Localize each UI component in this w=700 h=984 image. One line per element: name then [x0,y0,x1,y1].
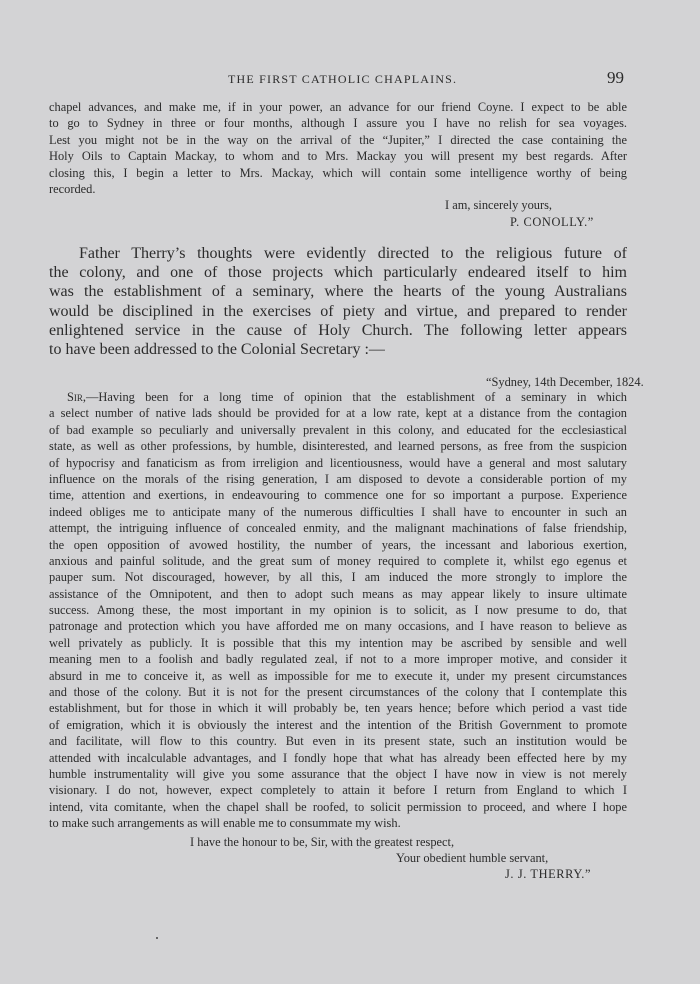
text-line: and those of the colony. But it is not for the present circumstances of the colony that I contemplate this [49,685,627,700]
text-line: and facilitate, will flow to this country. But even in its present state, such an institution would be [49,734,627,749]
text-line: success. Among these, the most important in my opinion is to solicit, as I now presume to do, that [49,603,627,618]
text-line: assistance of the Omnipotent, and then to adopt such means as may appear likely to insure ultimate [49,586,627,601]
text-line: Lest you might not be in the way on the arrival of the “Jupiter,” I directed the case containing the [49,132,627,147]
letter-closing-1: I have the honour to be, Sir, with the greatest respect, [190,835,455,849]
text-line: to go to Sydney in three or four months, although I assure you I have no relish for sea voyages. [49,116,627,131]
text-line: attempt, the intriguing influence of concealed enmity, and the malignant machinations of false friendship, [49,521,627,536]
text-line: to make such arrangements as will enable me to consummate my wish. [49,816,401,831]
text-line: attended with incalculable advantages, and I fondly hope that what has already been effected here by my [49,750,627,765]
letter-signature: P. CONOLLY.” [510,215,594,229]
text-line: of bad example so peculiarly and universally prevalent in this colony, and educated for the ecclesiastical [49,422,627,437]
therry-letter-body [49,389,627,832]
text-line: visionary. I do not, however, expect completely to attain it before I return from England to which I [49,783,627,798]
text-line: of hypocrisy and fanaticism as from irreligion and licentiousness, would have a general and most salutary [49,455,627,470]
text-line: indeed obliges me to anticipate many of the numerous difficulties I shall have to encounter in such an [49,504,627,519]
text-line: closing this, I begin a letter to Mrs. Mackay, which will contain some intelligence worthy of being [49,165,627,180]
text-line: —Having been for a long time of opinion that the establishment of a seminary in which [86,390,627,404]
text-line: to have been addressed to the Colonial Secretary :— [49,340,385,358]
text-line: of emigration, which it is obviously the interest and the intention of the British Government to promote [49,717,627,732]
letter-closing: I am, sincerely yours, [445,198,553,212]
ink-speck [156,937,158,939]
letter-closing-2: Your obedient humble servant, [396,851,549,865]
text-line: Father Therry’s thoughts were evidently directed to the religious future of [79,245,627,262]
text-line: time, attention and exertions, in endeavouring to commence one for so important a purpose. Experience [49,488,627,503]
text-line: enlightened service in the cause of Holy Church. The following letter appears [49,321,627,339]
text-line: meaning men to a foolish and badly regulated zeal, if not to a more improper motive, and consider it [49,652,627,667]
letter-end-text [49,99,627,197]
page-number: 99 [607,68,624,87]
text-line: state, as well as other professions, by humble, disinterested, and learned persons, as free from the suspicion [49,439,627,454]
text-line: the colony, and one of those projects which particularly endeared itself to him [49,264,627,282]
text-line: influence on the morals of the rising generation, I am disposed to devote a considerable portion of my [49,471,627,486]
text-line: well privately as publicly. It is possible that this my intention may be ascribed by sensible and well [49,635,627,650]
text-line: pauper sum. Not discouraged, however, by all this, I am induced the more strongly to implore the [49,570,627,585]
narrative-paragraph [49,244,627,359]
text-line: humble instrumentality will give you some assurance that the object I have now in view is not merely [49,766,627,781]
salutation: Sir, [67,390,86,404]
text-line: Holy Oils to Captain Mackay, to whom and to Mrs. Mackay you will present my best regards. After [49,149,627,164]
text-line: the open opposition of avowed hostility, the number of years, the incessant and laborious exertion, [49,537,627,552]
text-line: was the establishment of a seminary, where the hearts of the young Australians [49,283,627,301]
text-line: establishment, but for those in which it will probably be, ten years hence; before which period a vast tide [49,701,627,716]
text-line: intend, vita comitante, when the chapel shall be roofed, to solicit permission to proceed, and where I hope [49,799,627,814]
text-line: patronage and protection which you have afforded me on many occasions, and I have reason to believe as [49,619,627,634]
letter-dateline: “Sydney, 14th December, 1824. [486,375,644,389]
running-title: THE FIRST CATHOLIC CHAPLAINS. [228,72,458,86]
text-line: chapel advances, and make me, if in your power, an advance for our friend Coyne. I expect to be able [49,100,627,114]
text-line: would be disciplined in the exercises of piety and virtue, and prepared to render [49,302,627,320]
text-line: a select number of native lads should be provided for at a low rate, kept at a distance from the contagion [49,406,627,421]
running-head [0,68,700,90]
text-line: recorded. [49,181,96,196]
therry-signature: J. J. THERRY.” [505,867,592,881]
text-line: absurd in me to conceive it, as well as impossible for me to execute it, under my present circumstances [49,668,627,683]
text-line: anxious and painful solitude, and the great sum of money required to complete it, whilst ego egenus et [49,553,627,568]
